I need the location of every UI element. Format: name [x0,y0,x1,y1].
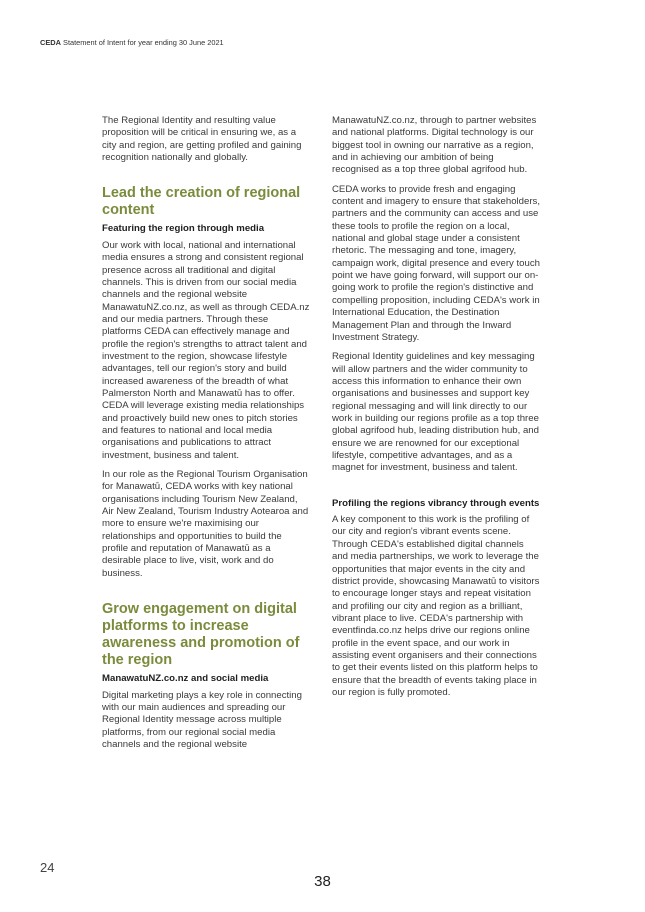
page-number-center: 38 [314,873,331,890]
left-column [102,115,310,758]
header-org: CEDA [40,38,61,47]
identity-guidelines-paragraph: Regional Identity guidelines and key messaging will allow partners and the wider community to access this information to enhance their own organisations and businesses and support key regional messaging and will link directly to our work in building our regions profile as a top three global agrifood hub, leading distribution hub, and ensure we are renowned for our exceptional lifestyle, competitive advantages, and as a magnet for investment, business and talent. [332,351,539,474]
page-number-left: 24 [40,860,55,875]
content-imagery-paragraph: CEDA works to provide fresh and engaging content and imagery to ensure that stakeholders, partners and the community can access and use these tools to profile the region on a local, national and global stage under a consistent rhetoric. The messaging and tone, imagery, campaign work, digital presence and every touch point we have going forward, will support our on-going work to profile the region's distinctive and compelling proposition, including CEDA's work in International Education, the Destination Management Plan and through the Inward Investment Strategy. [332,183,540,343]
intro-paragraph: The Regional Identity and resulting value proposition will be critical in ensuring we, as a city and region, are getting profiled and gaining recognition nationally and globally. [102,115,302,164]
events-paragraph: A key component to this work is the profiling of our city and region's vibrant events scene. Through CEDA's established digital channels and media partnerships, we work to leverage the opportunities that major events in the city and district provide, showcasing Manawatū to visitors to encourage longer stays and repeat visitation and profiling our city and region as a brilliant, vibrant place to live. CEDA's partnership with eventfinda.co.nz helps drive our regions online profile in the event space, and our work in assisting event organisers and their connections to get their events listed on this platform helps to ensure that the breadth of events taking place in our region is fully promoted. [332,514,540,698]
section-heading-digital-platforms: Grow engagement on digital platforms to increase awareness and promotion of the region [102,601,300,669]
subheading-social-media: ManawatuNZ.co.nz and social media [102,673,269,685]
header-title: Statement of Intent for year ending 30 June 2021 [63,38,224,47]
media-paragraph: Our work with local, national and international media ensures a strong and consistent regional presence across all traditional and digital channels. This is driven from our social media channels and the regional website ManawatuNZ.co.nz, as well as through CEDA.nz and our media partners. Through these platforms CEDA can effectively manage and profile the region's strengths to attract talent and investment to the region, showcase lifestyle advantages, tell our region's story and build increased awareness of the breadth of what Palmerston North and Manawatū has to offer. CEDA will leverage existing media relationships and proactively build new ones to pitch stories and features to national and local media organisations and publications to attract investment, business and talent. [102,239,310,461]
section-heading-regional-content: Lead the creation of regional content [102,185,301,219]
right-column [332,115,542,706]
document-header [40,38,224,47]
tourism-paragraph: In our role as the Regional Tourism Organisation for Manawatū, CEDA works with key national organisations including Tourism New Zealand, Air New Zealand, Tourism Industry Aotearoa and more to ensure we're maximising our relationships and opportunities to build the profile and reputation of Manawatū as a desirable place to live, visit, work and do business. [102,469,309,579]
subheading-media: Featuring the region through media [102,223,265,235]
digital-marketing-paragraph: Digital marketing plays a key role in connecting with our main audiences and spreading our Regional Identity message across multiple platforms, from our regional social media channels and the regional website [102,689,302,751]
digital-technology-paragraph: ManawatuNZ.co.nz, through to partner websites and national platforms. Digital technology is our biggest tool in owning our narrative as a region, and in achieving our ambition of being recognised as a top three global agrifood hub. [332,115,537,176]
subheading-events: Profiling the regions vibrancy through events [332,497,540,509]
